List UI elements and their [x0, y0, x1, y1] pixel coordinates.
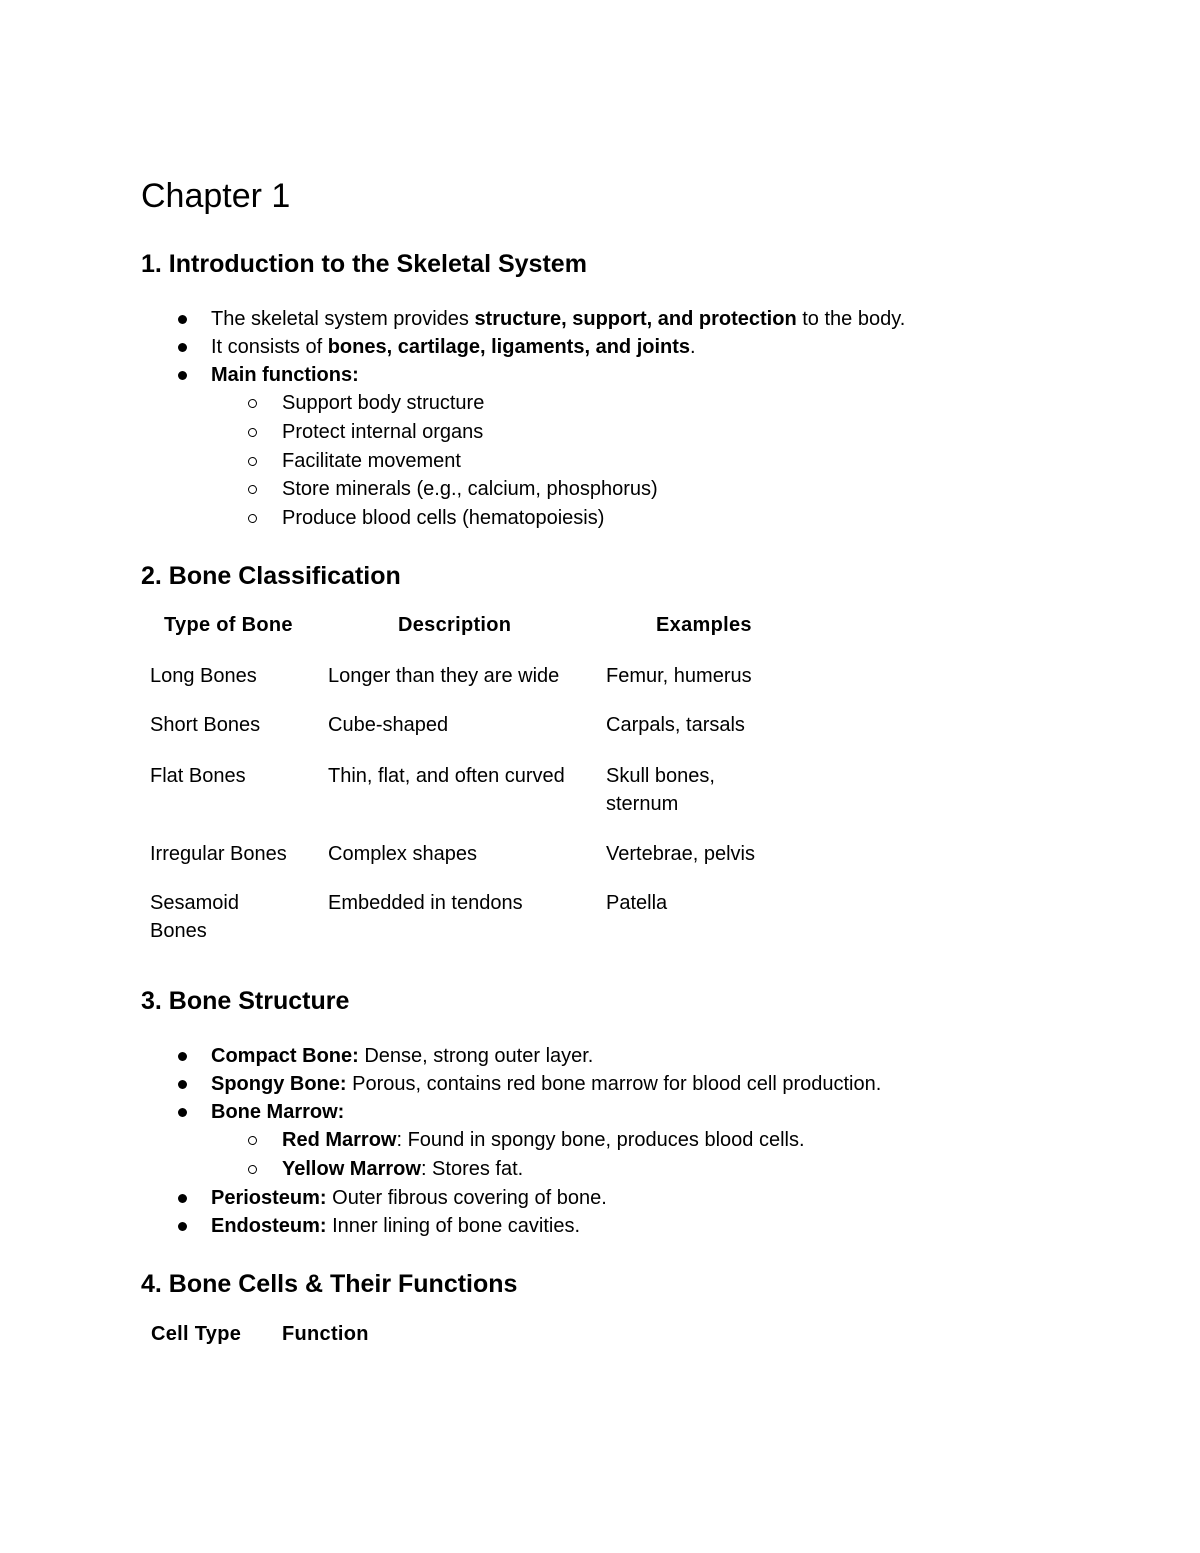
bullet-icon — [178, 1194, 187, 1203]
table-header: Cell Type — [151, 1323, 242, 1345]
table-cell: Vertebrae, pelvis — [606, 843, 755, 865]
list-item: Spongy Bone: Porous, contains red bone marrow for blood cell production. — [211, 1073, 882, 1095]
table-cell: Embedded in tendons — [328, 892, 523, 914]
table-cell: Longer than they are wide — [328, 665, 560, 687]
table-cell: Femur, humerus — [606, 665, 752, 687]
table-cell: Thin, flat, and often curved — [328, 765, 565, 787]
list-item: It consists of bones, cartilage, ligaments, and joints. — [211, 336, 696, 358]
table-cell: sternum — [606, 793, 679, 815]
table-cell: Cube-shaped — [328, 714, 449, 736]
section-1-heading: 1. Introduction to the Skeletal System — [141, 250, 587, 278]
section-2-heading: 2. Bone Classification — [141, 562, 401, 590]
table-cell: Skull bones, — [606, 765, 715, 787]
circle-bullet-icon — [248, 1165, 257, 1174]
sub-list-item: Red Marrow: Found in spongy bone, produces blood cells. — [282, 1129, 805, 1151]
table-cell: Sesamoid — [150, 892, 239, 914]
bullet-icon — [178, 1080, 187, 1089]
sub-list-item: Support body structure — [282, 392, 485, 414]
table-cell: Complex shapes — [328, 843, 477, 865]
circle-bullet-icon — [248, 399, 257, 408]
bullet-icon — [178, 1052, 187, 1061]
circle-bullet-icon — [248, 457, 257, 466]
bullet-icon — [178, 343, 187, 352]
table-cell: Long Bones — [150, 665, 257, 687]
list-item: Compact Bone: Dense, strong outer layer. — [211, 1045, 594, 1067]
list-item: Periosteum: Outer fibrous covering of bone. — [211, 1187, 607, 1209]
table-header: Description — [398, 614, 512, 636]
circle-bullet-icon — [248, 514, 257, 523]
table-cell: Patella — [606, 892, 668, 914]
sub-list-item: Produce blood cells (hematopoiesis) — [282, 507, 605, 529]
bullet-icon — [178, 1222, 187, 1231]
list-item: Endosteum: Inner lining of bone cavities. — [211, 1215, 581, 1237]
table-cell: Carpals, tarsals — [606, 714, 745, 736]
circle-bullet-icon — [248, 428, 257, 437]
table-cell: Short Bones — [150, 714, 261, 736]
list-item: The skeletal system provides structure, support, and protection to the body. — [211, 308, 906, 330]
section-3-heading: 3. Bone Structure — [141, 987, 350, 1015]
table-header: Type of Bone — [164, 614, 293, 636]
bullet-icon — [178, 371, 187, 380]
table-cell: Bones — [150, 920, 207, 942]
sub-list-item: Store minerals (e.g., calcium, phosphorus) — [282, 478, 658, 500]
circle-bullet-icon — [248, 485, 257, 494]
sub-list-item: Facilitate movement — [282, 450, 461, 472]
bullet-icon — [178, 1108, 187, 1117]
circle-bullet-icon — [248, 1136, 257, 1145]
table-header: Examples — [656, 614, 752, 636]
sub-list-item: Protect internal organs — [282, 421, 484, 443]
list-item: Bone Marrow: — [211, 1101, 345, 1123]
bullet-icon — [178, 315, 187, 324]
table-cell: Irregular Bones — [150, 843, 287, 865]
section-4-heading: 4. Bone Cells & Their Functions — [141, 1270, 518, 1298]
list-item: Main functions: — [211, 364, 359, 386]
table-header: Function — [282, 1323, 369, 1345]
page-title: Chapter 1 — [141, 177, 291, 215]
sub-list-item: Yellow Marrow: Stores fat. — [282, 1158, 524, 1180]
table-cell: Flat Bones — [150, 765, 246, 787]
